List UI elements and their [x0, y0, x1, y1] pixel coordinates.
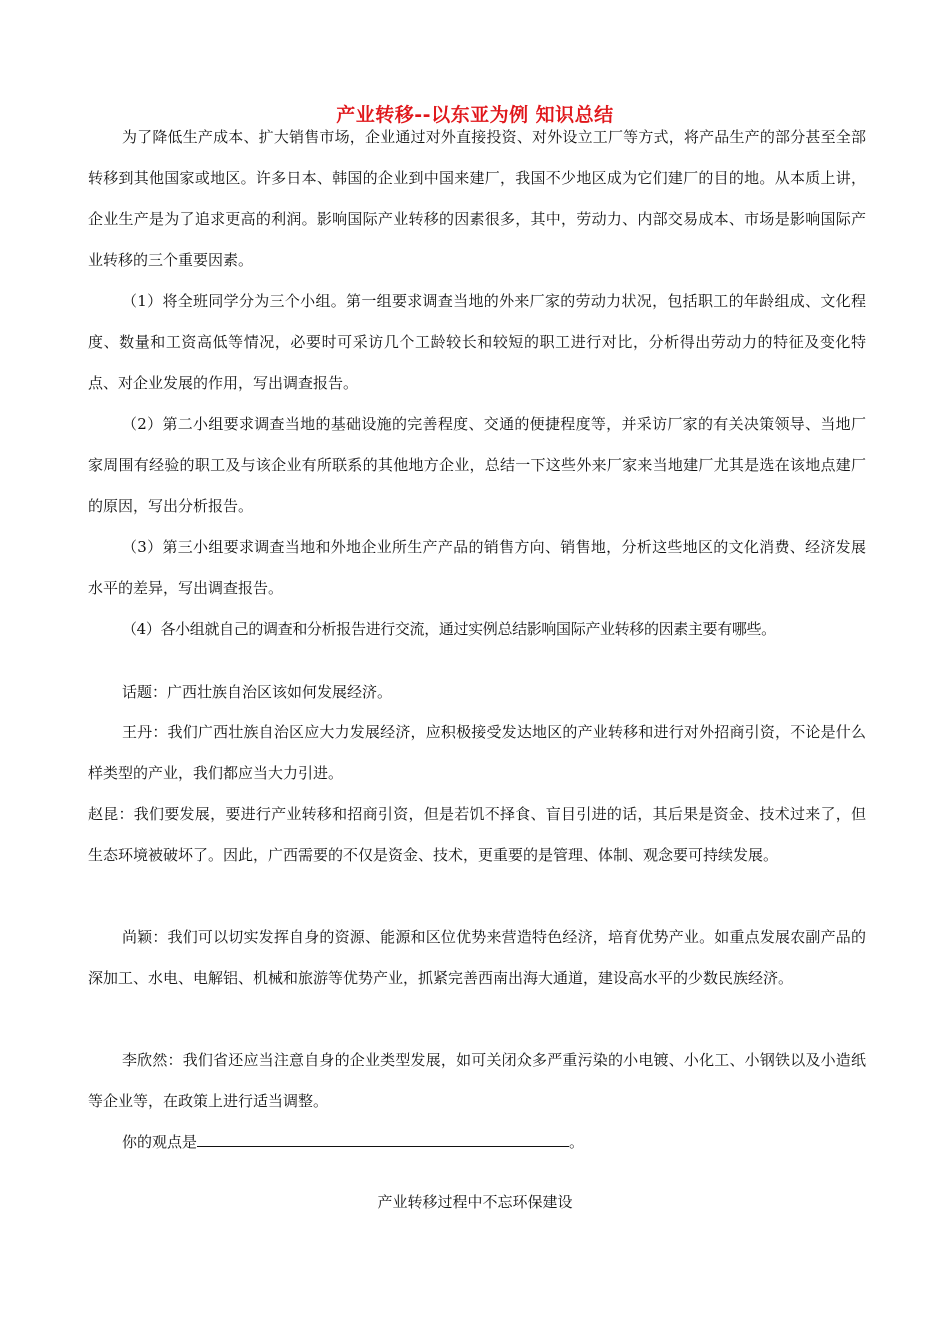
opinion-shang-ying: 尚颖：我们可以切实发挥自身的资源、能源和区位优势来营造特色经济，培育优势产业。如重点发展农副产品的深加工、水电、电解铝、机械和旅游等优势产业，抓紧完善西南出海大通道，建设高水平的少数民族经济。	[88, 928, 866, 987]
topic-line: 话题：广西壮族自治区该如何发展经济。	[122, 683, 393, 701]
activity-3-paragraph: （3）第三小组要求调查当地和外地企业所生产产品的销售方向、销售地，分析这些地区的文化消费、经济发展水平的差异，写出调查报告。	[88, 538, 866, 597]
activity-1-paragraph: （1）将全班同学分为三个小组。第一组要求调查当地的外来厂家的劳动力状况，包括职工的年龄组成、文化程度、数量和工资高低等情况，必要时可采访几个工龄较长和较短的职工进行对比，分析得出劳动力的特征及变化特点、对企业发展的作用，写出调查报告。	[88, 292, 866, 392]
document-title: 产业转移--以东亚为例 知识总结	[336, 104, 614, 126]
section-heading: 产业转移过程中不忘环保建设	[377, 1193, 573, 1211]
your-view-blank[interactable]	[197, 1126, 569, 1147]
opinion-zhao-kun: 赵昆：我们要发展，要进行产业转移和招商引资，但是若饥不择食、盲目引进的话，其后果是资金、技术过来了，但生态环境被破坏了。因此，广西需要的不仅是资金、技术，更重要的是管理、体制、观念要可持续发展。	[88, 805, 866, 864]
opinion-wang-dan: 王丹：我们广西壮族自治区应大力发展经济，应积极接受发达地区的产业转移和进行对外招商引资，不论是什么样类型的产业，我们都应当大力引进。	[88, 723, 866, 782]
your-view-line	[88, 1122, 866, 1163]
your-view-label: 你的观点是	[122, 1133, 198, 1151]
intro-paragraph: 为了降低生产成本、扩大销售市场，企业通过对外直接投资、对外设立工厂等方式，将产品生产的部分甚至全部转移到其他国家或地区。许多日本、韩国的企业到中国来建厂，我国不少地区成为它们建厂的目的地。从本质上讲，企业生产是为了追求更高的利润。影响国际产业转移的因素很多，其中，劳动力、内部交易成本、市场是影响国际产业转移的三个重要因素。	[88, 128, 866, 269]
activity-4-paragraph: （4）各小组就自己的调查和分析报告进行交流，通过实例总结影响国际产业转移的因素主要有哪些。	[122, 620, 776, 638]
opinion-li-xinran: 李欣然：我们省还应当注意自身的企业类型发展，如可关闭众多严重污染的小电镀、小化工、小钢铁以及小造纸等企业等，在政策上进行适当调整。	[88, 1051, 866, 1110]
your-view-end: 。	[569, 1133, 585, 1151]
activity-2-paragraph: （2）第二小组要求调查当地的基础设施的完善程度、交通的便捷程度等，并采访厂家的有关决策领导、当地厂家周围有经验的职工及与该企业有所联系的其他地方企业，总结一下这些外来厂家来当地建厂尤其是选在该地点建厂的原因，写出分析报告。	[88, 415, 866, 515]
